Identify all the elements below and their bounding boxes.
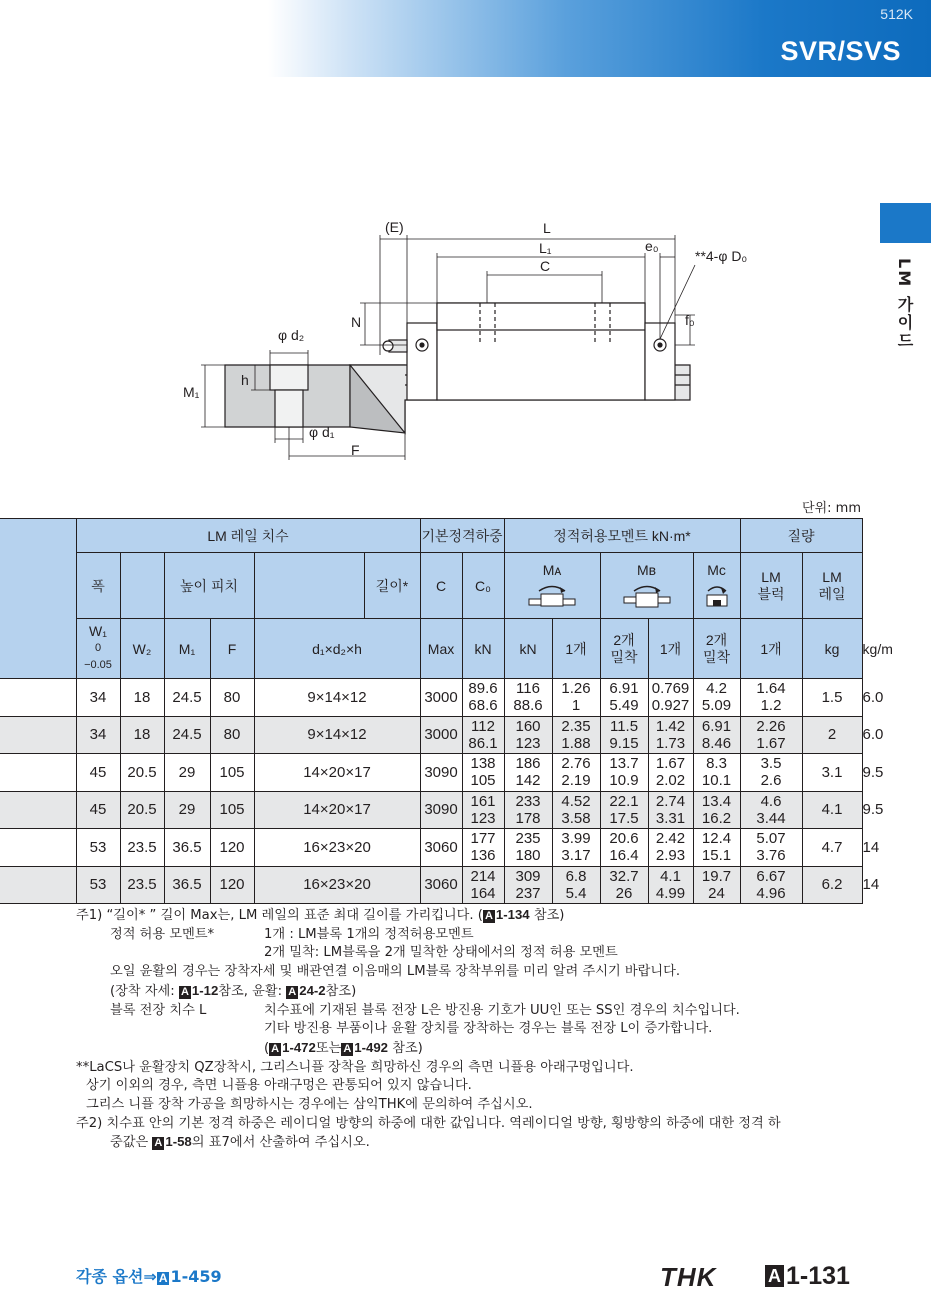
label-e0: e₀ [645, 238, 659, 254]
header-lm-rail: LM 레일 [802, 553, 862, 619]
header-MA [504, 553, 600, 619]
table-row: 45 20.5 29 105 14×20×17 3090 161 123 233 178 4.52 3.58 22.1 17.5 2.74 3.31 13.4 16.2 4.6 3.44 4.1 9.5 [0, 791, 862, 829]
label-d1: φ d₁ [309, 424, 335, 440]
header-band [268, 0, 931, 77]
label-d2: φ d₂ [278, 327, 305, 343]
header-height-pitch: 높이 피치 [164, 553, 254, 619]
header-mass: 질량 [740, 519, 862, 553]
drawing-svg [175, 215, 775, 465]
header-MB [600, 553, 693, 619]
label-N: N [351, 314, 362, 330]
note-1: 주1) “길이* ” 길이 Max는, LM 레일의 표준 최대 길이를 가리킵니다. ( A 1-134 참조) [76, 907, 565, 923]
unit-W2: W₂ [120, 619, 164, 679]
spec-table-body [0, 679, 884, 904]
pitching-moment-icon [525, 582, 579, 610]
label-D0: **4-φ D₀ [695, 248, 748, 264]
header-MB-label: Mʙ [636, 561, 657, 578]
note-11: 그리스 니플 장착 가공을 희망하시는 경우에는 삼익THK에 문의하여 주십시오. [86, 1097, 533, 1113]
note-4: 오일 윤활의 경우는 장착자세 및 배관연결 이음매의 LM블록 장착부위를 미리 알려 주시기 바랍니다. [110, 964, 681, 980]
table-row: 53 23.5 36.5 120 16×23×20 3060 214 164 309 237 6.8 5.4 32.7 26 4.1 4.99 19.7 24 6.67 4.96 6.2 14 [0, 866, 862, 904]
yawing-moment-icon [620, 582, 674, 610]
note-5: (장착 자세: A 1-12참조, 윤활: A 24-2참조) [110, 982, 357, 999]
label-f0: f₀ [685, 312, 695, 328]
label-C: C [540, 258, 551, 274]
note-9: **LaCS나 윤활장치 QZ장착시, 그리스니플 장착을 희망하신 경우의 측면 니플용 아래구멍입니다. [76, 1059, 634, 1075]
unit-MA-one: 1개 [552, 619, 600, 679]
label-h: h [241, 372, 249, 388]
thk-logo: THK [660, 1262, 717, 1292]
technical-drawing [175, 215, 775, 465]
unit-W1: W₁ 0 −0.05 [76, 619, 120, 679]
unit-dims: d₁×d₂×h [254, 619, 420, 679]
note-7: 기타 방진용 부품이나 윤활 장치를 장착하는 경우는 블록 전장 L이 증가합니다. [264, 1021, 713, 1037]
counterbore [270, 365, 308, 390]
label-L1: L₁ [539, 240, 552, 256]
label-L: L [543, 220, 551, 236]
header-basic-load: 기본정격하중 [420, 519, 504, 553]
header-MC [693, 553, 740, 619]
rolling-moment-icon [702, 582, 732, 610]
header-rail-dims: LM 레일 치수 [76, 519, 420, 553]
note-3: 2개 밀착: LM블록을 2개 밀착한 상태에서의 정적 허용 모멘트 [264, 945, 618, 961]
unit-label: 단위: mm [802, 501, 861, 516]
header-width: 폭 [76, 553, 120, 619]
label-F: F [351, 442, 360, 458]
note-8: ( A 1-472또는 A 1-492 참조) [264, 1039, 423, 1056]
page-title: SVR/SVS [780, 36, 901, 66]
table-row: 34 18 24.5 80 9×14×12 3000 89.6 68.6 116 88.6 1.26 1 6.91 5.49 0.769 0.927 4.2 5.09 1.64 1.2 1.5 6.0 [0, 679, 862, 717]
label-E: (E) [385, 219, 404, 235]
unit-max: Max [420, 619, 462, 679]
table-row: 45 20.5 29 105 14×20×17 3090 138 105 186 142 2.76 2.19 13.7 10.9 1.67 2.02 8.3 10.1 3.5 2.6 3.1 9.5 [0, 754, 862, 792]
unit-MA-two: 2개 밀착 [600, 619, 648, 679]
unit-kN-C: kN [462, 619, 504, 679]
header-C: C [420, 553, 462, 619]
spec-table: LM 레일 치수 기본정격하중 정적허용모멘트 kN·m* 질량 폭 높이 피치 길이* C C₀ Mᴀ Mʙ Mᴄ LM 블럭 LM 레일 W₁ 0 −0.05 W₂ M₁ F d₁×d₂×h Max kN kN 1개 2개 밀착 1개 2개 밀착 1개 kg kg/m 34 18 24.5 80 9×14×12 3000 89.6 68.6 116 88.6 1.26 1 6.91 5.49 0.769 0.927 4.2 5.09 1.64 1.2 1.5 6.0 34 18 24.5 80 9×14×12 3000 112 86.1 160 123 2.35 1.88 11.5 9.15 1.42 1.73 6.91 8.46 2.26 1.67 2 6.0 45 20.5 29 105 14×20×17 3090 138 105 186 142 2.76 2.19 13.7 10.9 1.67 2.02 8.3 10.1 3.5 2.6 3.1 9.5 45 20.5 29 105 14×20×17 3090 161 123 233 178 4.52 3.58 22.1 17.5 2.74 3.31 13.4 16.2 4.6 3.44 4.1 9.5 53 23.5 36.5 120 16×23×20 3060 177 136 235 180 3.99 3.17 20.6 16.4 2.42 2.93 12.4 15.1 5.07 3.76 4.7 14 53 23.5 36.5 120 16×23×20 3060 214 164 309 237 6.8 5.4 32.7 26 4.1 4.99 19.7 24 6.67 4.96 6.2 14 [0, 518, 863, 904]
page-number: A 1-131 [765, 1262, 850, 1291]
header-MA-label: Mᴀ [542, 561, 562, 578]
unit-MC-one: 1개 [740, 619, 802, 679]
note-6: 블록 전장 치수 L 치수표에 기재된 블록 전장 L은 방진용 기호가 UU인 또는 SS인 경우의 치수입니다. [110, 1002, 740, 1018]
header-lm-block: LM 블럭 [740, 553, 802, 619]
side-tab-label: LM 가이드 [895, 258, 914, 350]
unit-MB-one: 1개 [648, 619, 693, 679]
table-row: 34 18 24.5 80 9×14×12 3000 112 86.1 160 123 2.35 1.88 11.5 9.15 1.42 1.73 6.91 8.46 2.26 1.67 2 6.0 [0, 716, 862, 754]
header-MC-label: Mᴄ [707, 561, 726, 578]
note-2: 정적 허용 모멘트* 1개 : LM블록 1개의 정적허용모멘트 [110, 926, 474, 942]
unit-kN-C0: kN [504, 619, 552, 679]
unit-F: F [210, 619, 254, 679]
header-blank [0, 519, 76, 679]
header-static-moment: 정적허용모멘트 kN·m* [504, 519, 740, 553]
note-13: 중값은 A 1-58의 표7에서 산출하여 주십시오. [110, 1134, 370, 1151]
options-link[interactable]: 각종 옵션⇒ A 1-459 [76, 1267, 222, 1286]
page-code: 512K [880, 6, 913, 22]
header-length: 길이* [364, 553, 420, 619]
unit-M1: M₁ [164, 619, 210, 679]
end-seal-left [407, 323, 437, 400]
unit-kg: kg [802, 619, 862, 679]
unit-MB-two: 2개 밀착 [693, 619, 740, 679]
header-C0: C₀ [462, 553, 504, 619]
label-M1: M₁ [183, 384, 200, 400]
note-10: 상기 이외의 경우, 측면 니플용 아래구멍은 관통되어 있지 않습니다. [86, 1078, 472, 1094]
note-12: 주2) 치수표 안의 기본 정격 하중은 레이디얼 방향의 하중에 대한 값입니다. 역레이디얼 방향, 횡방향의 하중에 대한 정격 하 [76, 1115, 781, 1131]
side-tab-marker [880, 203, 931, 243]
table-row: 53 23.5 36.5 120 16×23×20 3060 177 136 235 180 3.99 3.17 20.6 16.4 2.42 2.93 12.4 15.1 5.07 3.76 4.7 14 [0, 829, 862, 867]
notes [76, 906, 876, 1153]
